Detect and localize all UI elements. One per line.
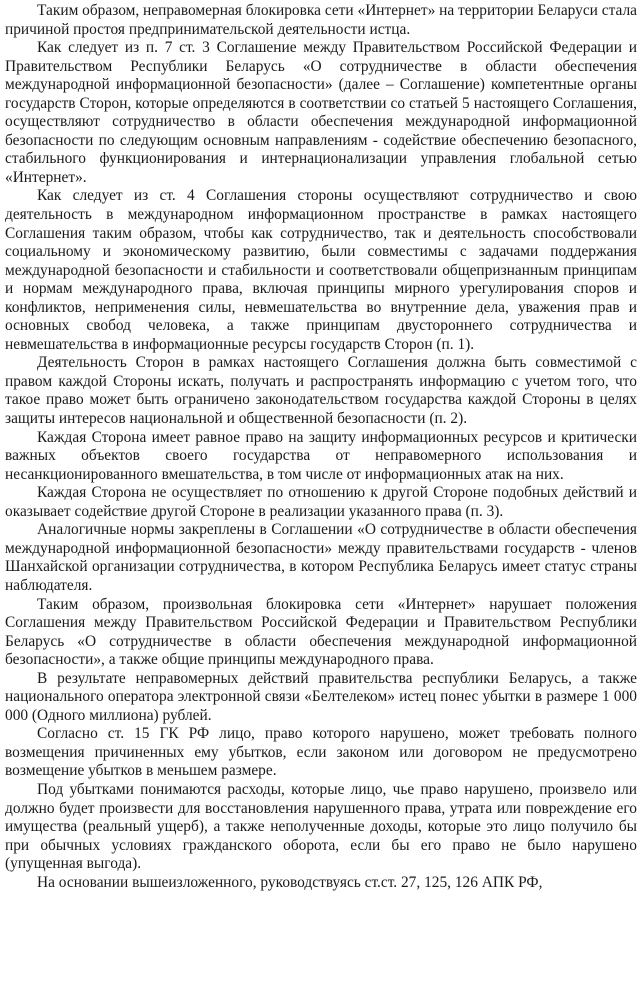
paragraph-civil-code-art15: Согласно ст. 15 ГК РФ лицо, право которого нарушено, может требовать полного возмещения причиненных ему убытков, если законом или договором не предусмотрено возмещение убытков в меньшем размере. <box>5 725 637 780</box>
paragraph-non-interference: Каждая Сторона не осуществляет по отношению к другой Стороне подобных действий и оказывает содействие другой Стороне в реализации указанного права (п. 3). <box>5 484 637 520</box>
paragraph-legal-basis: На основании вышеизложенного, руководствуясь ст.ст. 27, 125, 126 АПК РФ, <box>37 873 543 891</box>
paragraph-right-to-protection: Каждая Сторона имеет равное право на защиту информационных ресурсов и критически важных объектов своего государства от неправомерного использования и несанкционированного вмешательства, в том числе от информационных атак на них. <box>5 428 637 483</box>
paragraph-losses-definition: Под убытками понимаются расходы, которые лицо, чье право нарушено, произвело или должно будет произвести для восстановления нарушенного права, утрата или повреждение его имущества (реальный ущерб), а также неполученные доходы, которые это лицо получило бы при обычных условиях гражданского оборота, если бы его право не было нарушено (упущенная выгода). <box>5 780 637 873</box>
paragraph-network-blocking-cause: Таким образом, неправомерная блокировка сети «Интернет» на территории Беларуси стала причиной простоя предпринимательской деятельности истца. <box>5 2 637 38</box>
paragraph-agreement-art4: Как следует из ст. 4 Соглашения стороны осуществляют сотрудничество и свою деятельность в международном информационном пространстве в рамках настоящего Соглашения таким образом, чтобы как сотрудничество, так и деятельность способствовали социальному и экономическому развитию, были совместимы с задачами поддержания международной безопасности и стабильности и соответствовали общепризнанным принципам и нормам международного права, включая принципы мирного урегулирования споров и конфликтов, неприменения силы, невмешательства во внутренние дела, уважения прав и основных свобод человека, а также принципам двустороннего сотрудничества и невмешательства в информационные ресурсы государств Сторон (п. 1). <box>5 187 637 353</box>
paragraph-losses-amount: В результате неправомерных действий правительства республики Беларусь, а также национального оператора электронной связи «Белтелеком» истец понес убытки в размере 1 000 000 (Одного миллиона) рублей. <box>5 669 637 724</box>
paragraph-sco-agreement: Аналогичные нормы закреплены в Соглашении «О сотрудничестве в области обеспечения международной информационной безопасности» между правительствами государств - членов Шанхайской организации сотрудничества, в котором Республика Беларусь имеет статус страны наблюдателя. <box>5 521 637 594</box>
paragraph-conclusion-violation: Таким образом, произвольная блокировка сети «Интернет» нарушает положения Соглашения между Правительством Российской Федерации и Правительством Республики Беларусь «О сотрудничестве в области обеспечения международной информационной безопасности», а также общие принципы международного права. <box>5 595 637 669</box>
paragraph-parties-activity: Деятельность Сторон в рамках настоящего Соглашения должна быть совместимой с правом каждой Стороны искать, получать и распространять информацию с учетом того, что такое право может быть ограничено законодательством государства каждой Стороны в целях защиты интересов национальной и общественной безопасности (п. 2). <box>5 354 637 428</box>
paragraph-agreement-art3: Как следует из п. 7 ст. 3 Соглашение между Правительством Российской Федерации и Правительством Республики Беларусь «О сотрудничестве в области обеспечения международной информационной безопасности» (далее – Соглашение) компетентные органы государств Сторон, которые определяются в соответствии со статьей 5 настоящего Соглашения, осуществляют сотрудничество в области обеспечения международной информационной безопасности по следующим основным направлениям - содействие обеспечению безопасного, стабильного функционирования и интернационализации управления глобальной сетью «Интернет». <box>5 39 637 186</box>
